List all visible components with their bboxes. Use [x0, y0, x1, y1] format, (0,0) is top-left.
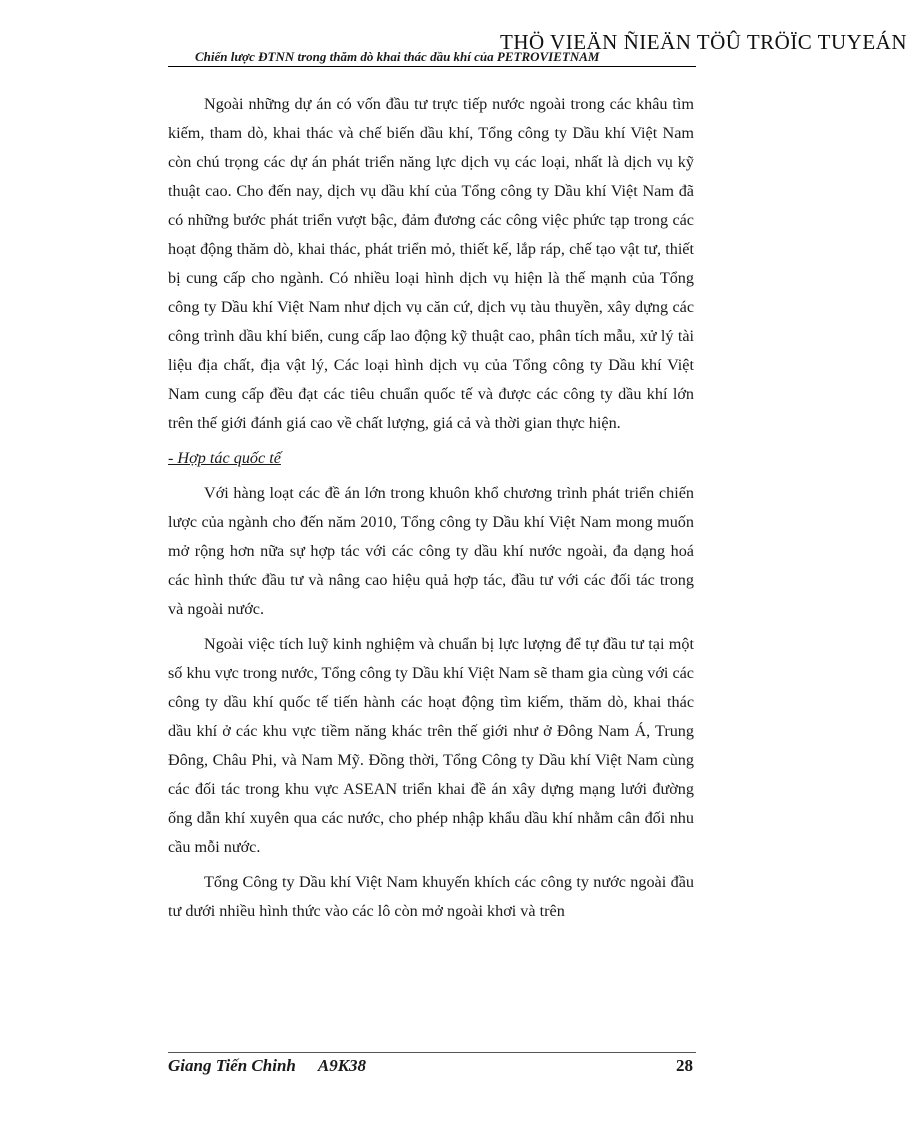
footer-divider — [168, 1052, 696, 1053]
running-header-title: Chiến lược ĐTNN trong thăm dò khai thác dầu khí của PETROVIETNAM — [195, 49, 600, 64]
paragraph-services: Ngoài những dự án có vốn đầu tư trực tiếp nước ngoài trong các khâu tìm kiếm, tham dò, khai thác và chế biến dầu khí, Tổng công ty Dầu khí Việt Nam còn chú trọng các dự án phát triển năng lực dịch vụ các loại, nhất là dịch vụ kỹ thuật cao. Cho đến nay, dịch vụ dầu khí của Tổng công ty Dầu khí Việt Nam đã có những bước phát triển vượt bậc, đảm đương các công việc phức tạp trong các hoạt động thăm dò, khai thác, phát triển mỏ, thiết kế, lắp ráp, chế tạo vật tư, thiết bị cung cấp cho ngành. Có nhiều loại hình dịch vụ hiện là thế mạnh của Tổng công ty Dầu khí Việt Nam như dịch vụ căn cứ, dịch vụ tàu thuyền, xây dựng các công trình dầu khí biển, cung cấp lao động kỹ thuật cao, phân tích mẫu, xử lý tài liệu địa chất, địa vật lý, Các loại hình dịch vụ của Tổng công ty Dầu khí Việt Nam cung cấp đều đạt các tiêu chuẩn quốc tế và được các công ty dầu khí lớn trên thế giới đánh giá cao về chất lượng, giá cả và thời gian thực hiện. — [168, 95, 694, 432]
footer-author-line — [168, 1056, 366, 1076]
page-number: 28 — [676, 1056, 693, 1075]
paragraph-strategy: Với hàng loạt các đề án lớn trong khuôn khổ chương trình phát triển chiến lược của ngành cho đến năm 2010, Tổng công ty Dầu khí Việt Nam mong muốn mở rộng hơn nữa sự hợp tác với các công ty dầu khí nước ngoài, đa dạng hoá các hình thức đầu tư và nâng cao hiệu quả hợp tác, đầu tư với các đối tác trong và ngoài nước. — [168, 484, 694, 618]
section-heading-international-cooperation: - Hợp tác quốc tế — [168, 449, 281, 467]
paragraph-foreign-encouragement: Tổng Công ty Dầu khí Việt Nam khuyến khích các công ty nước ngoài đầu tư dưới nhiều hình thức vào các lô còn mở ngoài khơi và trên — [168, 873, 694, 920]
watermark-text: THÖ VIEÄN ÑIEÄN TÖÛ TRÖÏC TUYEÁN — [500, 30, 907, 54]
page-body — [168, 90, 694, 932]
class-code: A9K38 — [317, 1056, 367, 1075]
paragraph-overseas-investment: Ngoài việc tích luỹ kinh nghiệm và chuẩn bị lực lượng để tự đầu tư tại một số khu vực trong nước, Tổng công ty Dầu khí Việt Nam sẽ tham gia cùng với các công ty dầu khí quốc tế tiến hành các hoạt động tìm kiếm, thăm dò, khai thác dầu khí ở các khu vực tiềm năng khác trên thế giới như ở Đông Nam Á, Trung Đông, Châu Phi, và Nam Mỹ. Đồng thời, Tổng Công ty Dầu khí Việt Nam cùng các đối tác trong khu vực ASEAN triển khai đề án xây dựng mạng lưới đường ống dẫn khí xuyên qua các nước, cho phép nhập khẩu dầu khí nhằm cân đối nhu cầu mỗi nước. — [168, 635, 694, 856]
author-name: Giang Tiến Chinh — [168, 1056, 296, 1075]
header-divider — [168, 66, 696, 67]
